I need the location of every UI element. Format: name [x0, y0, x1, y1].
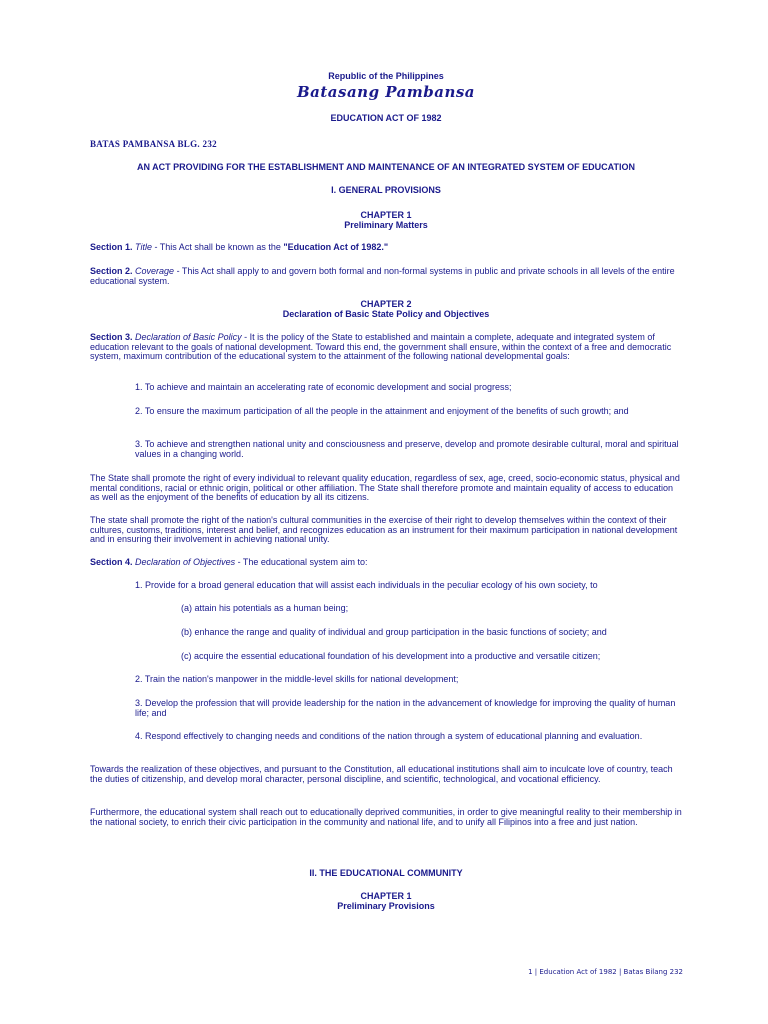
- law-number: BATAS PAMBANSA BLG. 232: [90, 139, 217, 149]
- section-text: - The educational system aim to:: [235, 557, 368, 567]
- goal-item: 3. To achieve and strengthen national unity and consciousness and preserve, develop and promote desirable cultural, moral and spiritual values in a changing world.: [135, 439, 679, 459]
- objective-item: 2. Train the nation's manpower in the middle-level skills for national development;: [135, 674, 459, 684]
- section-text: - This Act shall be known as the: [151, 242, 284, 252]
- section-label: Title: [135, 242, 152, 252]
- chapter-number: CHAPTER 1: [360, 210, 412, 220]
- objective-item: 1. Provide for a broad general education that will assist each individuals in the peculiar ecology of his own society, to: [135, 580, 598, 590]
- section-number: Section 1.: [90, 242, 133, 252]
- section-number: Section 2.: [90, 266, 133, 276]
- section-label: Declaration of Objectives: [135, 557, 236, 567]
- chapter-number: CHAPTER 2: [360, 299, 412, 309]
- objective-item: 3. Develop the profession that will provide leadership for the nation in the advancement of knowledge for improving the quality of human life; and: [135, 698, 676, 718]
- chapter-name: Preliminary Matters: [344, 220, 428, 230]
- assembly-name: Batasang Pambansa: [296, 83, 476, 101]
- objective-subitem: (c) acquire the essential educational foundation of his development into a productive and versatile citizen;: [181, 651, 601, 661]
- section-4: [90, 558, 682, 568]
- section-label: Declaration of Basic Policy: [135, 332, 242, 342]
- section-1: [90, 243, 682, 253]
- objective-item: 4. Respond effectively to changing needs and conditions of the nation through a system of educational planning and evaluation.: [135, 731, 643, 741]
- section-bold-text: "Education Act of 1982.": [283, 242, 389, 252]
- section-number: Section 4.: [90, 557, 133, 567]
- paragraph: Furthermore, the educational system shall reach out to educationally deprived communities, in order to give meaningful reality to their membership in the national society, to enrich their civic participation in the community and national life, and to unify all Filipinos into a free and just nation.: [90, 807, 682, 827]
- paragraph: Towards the realization of these objectives, and pursuant to the Constitution, all educational institutions shall aim to inculcate love of country, teach the duties of citizenship, and develop moral character, personal discipline, and scientific, technological, and vocational efficiency.: [90, 764, 673, 784]
- section-text: - It is the policy of the State to established and maintain a complete, adequate and integrated system of education relevant to the goals of national development. Toward this end, the government shall ensure, within the context of a free and democratic system, maximum contribution of the educational system to the attainment of the following national developmental goals:: [90, 332, 672, 361]
- paragraph: The state shall promote the right of the nation's cultural communities in the exercise of their right to develop themselves within the context of their cultures, customs, traditions, interest and belief, and recognizes education as an instrument for their maximum participation in national development and in ensuring their involvement in achieving national unity.: [90, 515, 678, 544]
- section-2: [90, 267, 682, 286]
- goal-item: 1. To achieve and maintain an accelerating rate of economic development and social progress;: [135, 382, 512, 392]
- republic-line: Republic of the Philippines: [328, 71, 444, 81]
- paragraph: The State shall promote the right of every individual to relevant quality education, regardless of sex, age, creed, socio-economic status, physical and mental conditions, racial or ethnic origin, political or other affiliation. The State shall therefore promote and maintain equality of access to education as well as the enjoyment of the benefits of education by all its citizens.: [90, 473, 680, 502]
- chapter-number: CHAPTER 1: [360, 891, 412, 901]
- chapter-name: Declaration of Basic State Policy and Objectives: [282, 309, 490, 319]
- objective-subitem: (a) attain his potentials as a human being;: [181, 603, 349, 613]
- goal-item: 2. To ensure the maximum participation of all the people in the attainment and enjoyment of the benefits of such growth; and: [135, 406, 629, 416]
- section-number: Section 3.: [90, 332, 133, 342]
- part-title: II. THE EDUCATIONAL COMMUNITY: [309, 868, 463, 878]
- section-3: [90, 333, 682, 362]
- long-title: AN ACT PROVIDING FOR THE ESTABLISHMENT AND MAINTENANCE OF AN INTEGRATED SYSTEM OF EDUCATION: [137, 162, 635, 172]
- page-footer: 1 | Education Act of 1982 | Batas Bilang 232: [528, 968, 683, 976]
- section-text: - This Act shall apply to and govern both formal and non-formal systems in public and private schools in all levels of the entire educational system.: [90, 266, 675, 286]
- objective-subitem: (b) enhance the range and quality of individual and group participation in the basic functions of society; and: [181, 627, 607, 637]
- chapter-name: Preliminary Provisions: [337, 901, 435, 911]
- section-label: Coverage: [135, 266, 175, 276]
- part-title: I. GENERAL PROVISIONS: [331, 185, 441, 195]
- act-title: EDUCATION ACT OF 1982: [330, 113, 442, 123]
